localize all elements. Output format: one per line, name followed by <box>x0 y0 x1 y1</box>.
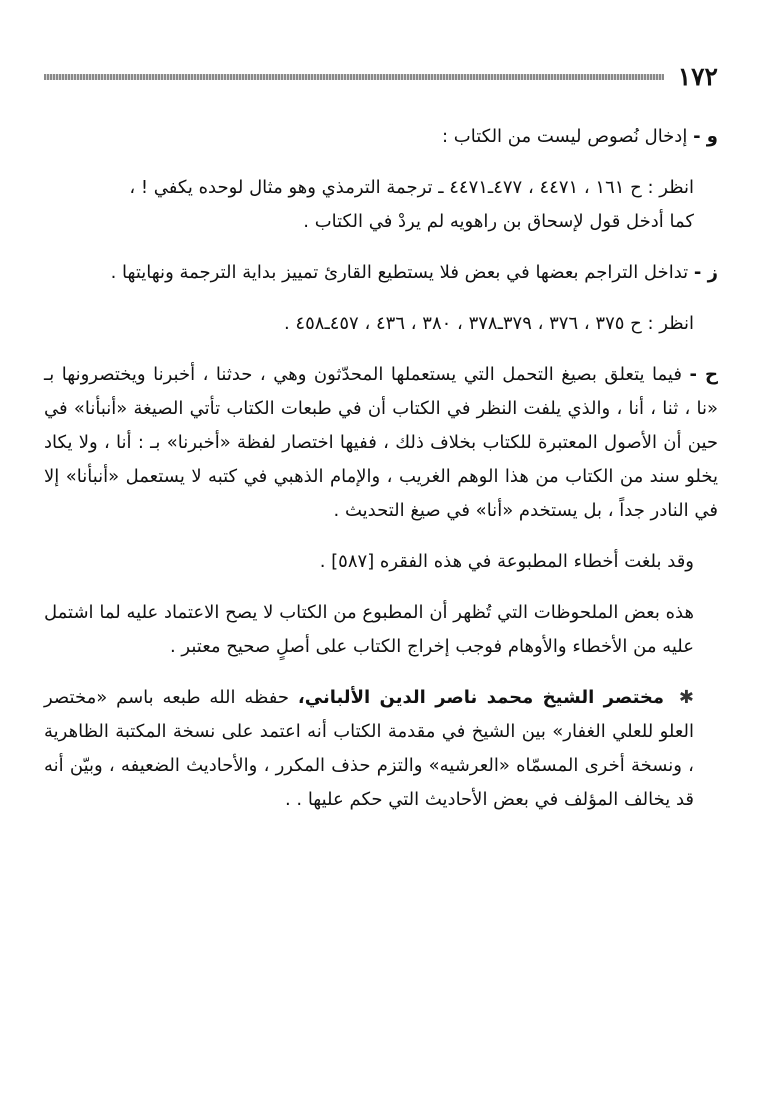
header-rule <box>44 74 664 80</box>
paragraph-ha <box>44 358 718 528</box>
paragraph-text: تداخل التراجم بعضها في بعض فلا يستطيع القارئ تمييز بداية الترجمة ونهايتها . <box>110 262 689 283</box>
paragraph-text: انظر : ح ٣٧٥ ، ٣٧٦ ، ٣٧٩ـ٣٧٨ ، ٣٨٠ ، ٤٣٦ ، ٤٥٧ـ٤٥٨ . <box>283 313 694 334</box>
text-line: كما أدخل قول لإسحاق بن راهويه لم يردْ في الكتاب . <box>303 211 694 232</box>
page-body <box>44 120 718 834</box>
paragraph-zay <box>44 256 718 290</box>
paragraph-summary <box>44 596 718 664</box>
paragraph-waw <box>44 120 718 154</box>
paragraph-reference-1 <box>44 171 718 239</box>
section-marker: و - <box>693 126 718 147</box>
page-header <box>44 62 718 92</box>
page-number: ١٧٢ <box>677 62 718 91</box>
paragraph-text: فيما يتعلق بصيغ التحمل التي يستعملها المحدّثون وهي ، حدثنا ، أخبرنا ويختصرونها بـ «نا ، ثنا ، أنا ، والذي يلفت النظر في الكتاب أن في طبعات الكتاب تأتي الصيغة «أنبأنا» في حين أن الأصول المعتبرة للكتاب بخلاف ذلك ، ففيها اختصار لفظة «أخبرنا» بـ : أنا ، ولا يكاد يخلو سند من الكتاب من هذا الوهم الغريب ، والإمام الذهبي في كتبه لا يستعمل «أنبأنا» إلا في النادر جداً ، بل يستخدم «أنا» في صيغ التحديث . <box>44 364 718 521</box>
paragraph-text: هذه بعض الملحوظات التي تُظهر أن المطبوع من الكتاب لا يصح الاعتماد عليه لما اشتمل عليه من الأخطاء والأوهام فوجب إخراج الكتاب على أصلٍ صحيح معتبر . <box>44 602 694 657</box>
paragraph-reference-2 <box>44 307 718 341</box>
star-bullet-icon: ✱ <box>678 687 694 708</box>
paragraph-text: حفظه الله طبعه باسم «مختصر العلو للعلي الغفار» بين الشيخ في مقدمة الكتاب أنه اعتمد على نسخة المكتبة الظاهرية ، ونسخة أخرى المسمّاه «العرشيه» والتزم حذف المكرر ، والأحاديث الضعيفه ، وبيّن أنه قد يخالف المؤلف في بعض الأحاديث التي حكم عليها . . <box>44 687 694 810</box>
paragraph-text: إدخال نُصوص ليست من الكتاب : <box>441 126 688 147</box>
text-line: انظر : ح ١٦١ ، ٤٤٧١ ، ٤٧٧ـ٤٤٧١ ـ ترجمة الترمذي وهو مثال لوحده يكفي ! ، <box>129 177 694 198</box>
section-marker: ز - <box>693 262 718 283</box>
section-marker: ح - <box>689 364 718 385</box>
paragraph-text: وقد بلغت أخطاء المطبوعة في هذه الفقره [٥٨٧] . <box>319 551 694 572</box>
paragraph-errors-count <box>44 545 718 579</box>
paragraph-albani <box>44 681 718 817</box>
bold-title: مختصر الشيخ محمد ناصر الدين الألباني، <box>297 687 665 708</box>
